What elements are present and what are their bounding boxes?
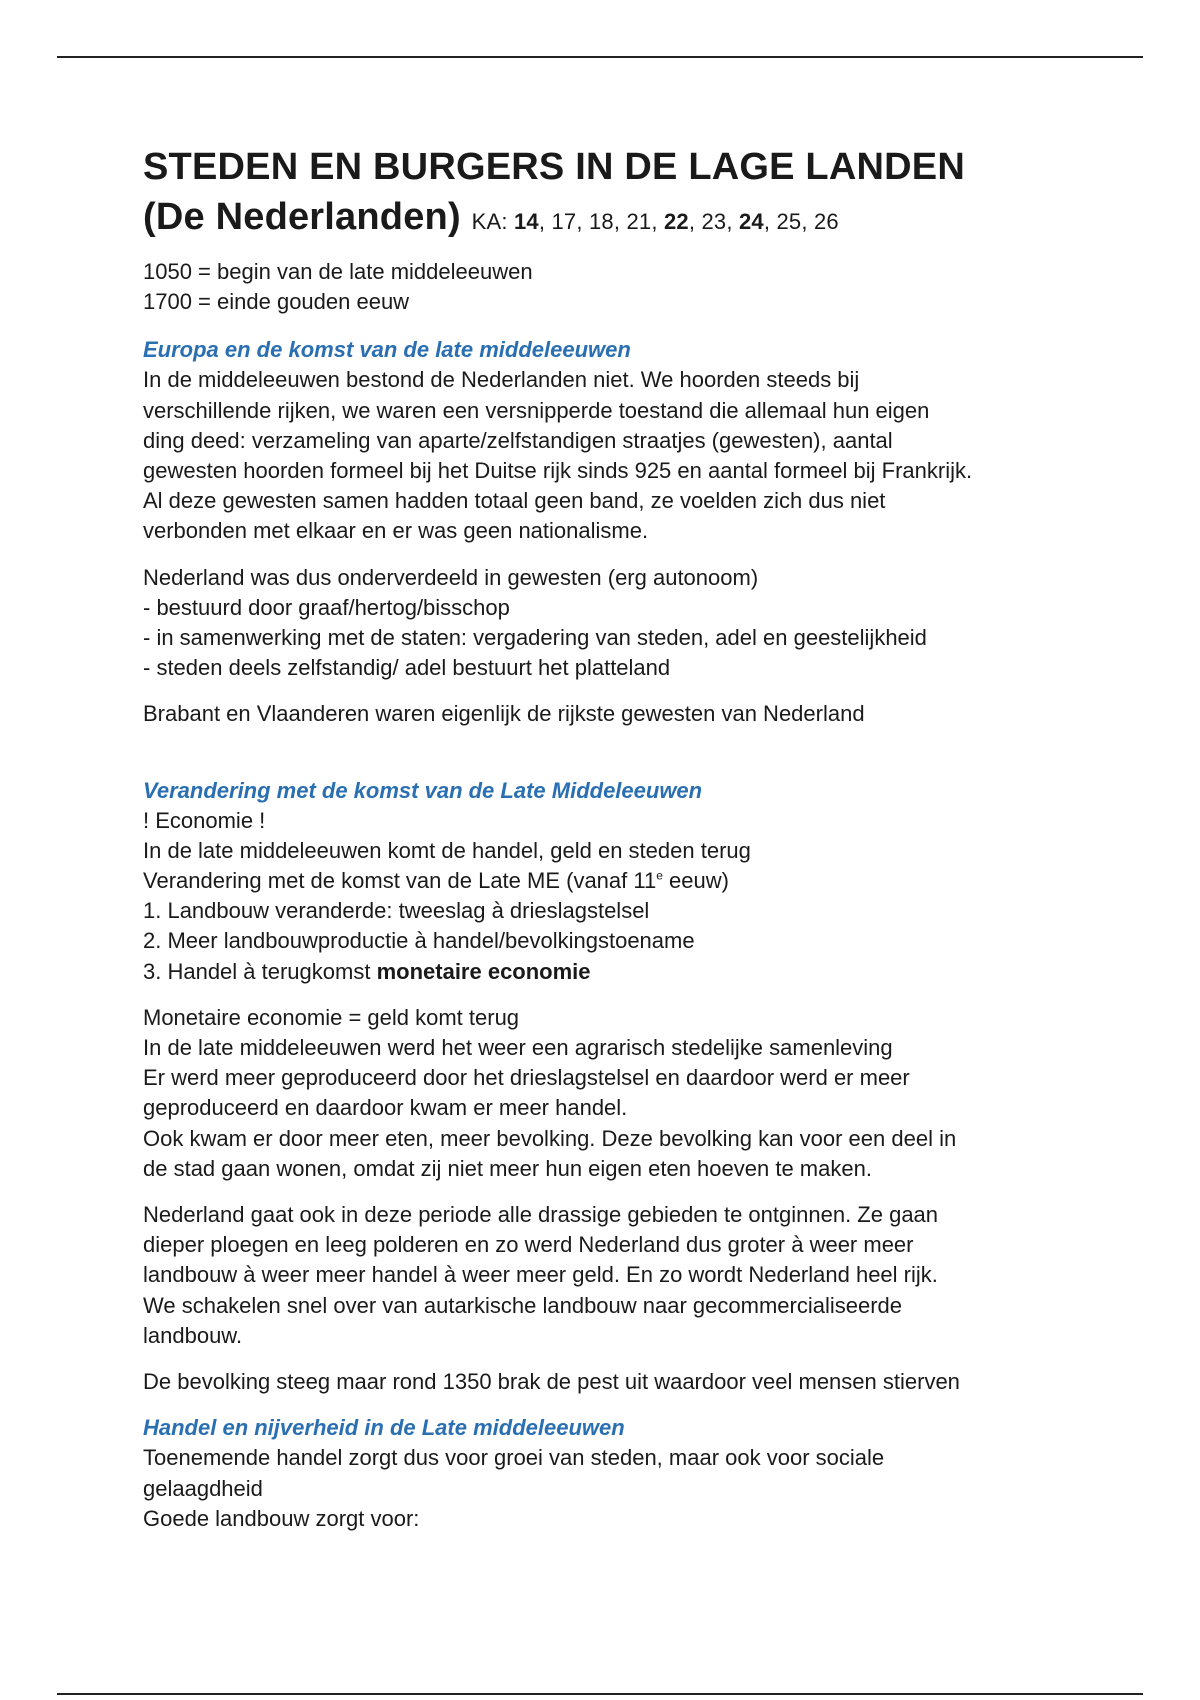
paragraph-line: In de late middeleeuwen werd het weer een agrarisch stedelijke samenleving [143,1035,893,1061]
paragraph-line: landbouw. [143,1322,243,1348]
bold-term: monetaire economie [376,958,591,984]
title-line-1: STEDEN EN BURGERS IN DE LAGE LANDEN [143,146,965,188]
ka-21: 21 [626,209,652,234]
superscript: e [656,868,663,883]
list-item: - bestuurd door graaf/hertog/bisschop [143,594,510,620]
paragraph-line: landbouw à weer meer handel à weer meer geld. En zo wordt Nederland heel rijk. [143,1262,938,1288]
list-item: 2. Meer landbouwproductie à handel/bevolkingstoename [143,928,695,954]
ka-26: 26 [813,209,839,234]
text-part: 3. Handel à terugkomst [143,958,377,984]
paragraph-line: dieper ploegen en leeg polderen en zo werd Nederland dus groter à weer meer [143,1232,914,1258]
intro-line: 1700 = einde gouden eeuw [143,289,410,315]
paragraph-line: ding deed: verzameling van aparte/zelfstandigen straatjes (gewesten), aantal [143,427,893,453]
ka-14: 14 [513,209,539,234]
list-item [143,957,1073,987]
paragraph-line: Al deze gewesten samen hadden totaal geen band, ze voelden zich dus niet [143,488,886,514]
document-title [143,142,1073,247]
ka-references: KA: 14, 17, 18, 21, 22, 23, 24, 25, 26 [471,209,839,234]
paragraph-line: verschillende rijken, we waren een versnipperde toestand die allemaal hun eigen [143,397,930,423]
title-line-2: (De Nederlanden) [143,196,461,238]
paragraph-line: Nederland gaat ook in deze periode alle drassige gebieden te ontginnen. Ze gaan [143,1202,939,1228]
ka-23: 23 [701,209,727,234]
top-rule [57,56,1143,58]
list-item: - in samenwerking met de staten: vergadering van steden, adel en geestelijkheid [143,625,927,651]
list-item: 1. Landbouw veranderde: tweeslag à drieslagstelsel [143,898,650,924]
paragraph-line: De bevolking steeg maar rond 1350 brak de pest uit waardoor veel mensen stierven [143,1369,960,1395]
paragraph-line: gelaagdheid [143,1475,263,1501]
paragraph-line: We schakelen snel over van autarkische landbouw naar gecommercialiseerde [143,1292,902,1318]
ka-17: 17 [551,209,577,234]
paragraph-line: de stad gaan wonen, omdat zij niet meer hun eigen eten hoeven te maken. [143,1155,872,1181]
paragraph-line: geproduceerd en daardoor kwam er meer handel. [143,1095,628,1121]
ka-24: 24 [738,209,764,234]
list-item: - steden deels zelfstandig/ adel bestuurt het platteland [143,655,671,681]
paragraph-line: verbonden met elkaar en er was geen nationalisme. [143,518,649,544]
paragraph-line: Ook kwam er door meer eten, meer bevolking. Deze bevolking kan voor een deel in [143,1125,957,1151]
intro-line: 1050 = begin van de late middeleeuwen [143,259,533,284]
text-part: eeuw) [662,868,729,894]
paragraph-line: Brabant en Vlaanderen waren eigenlijk de rijkste gewesten van Nederland [143,701,865,727]
section-heading-handel: Handel en nijverheid in de Late middeleeuwen [143,1415,625,1441]
paragraph-line: Goede landbouw zorgt voor: [143,1505,420,1531]
paragraph-line: ! Economie ! [143,807,266,833]
ka-18: 18 [588,209,614,234]
ka-label: KA: [471,209,514,234]
paragraph-line: Nederland was dus onderverdeeld in gewesten (erg autonoom) [143,564,759,590]
paragraph-line: Toenemende handel zorgt dus voor groei van steden, maar ook voor sociale [143,1445,885,1471]
bottom-rule [57,1693,1143,1695]
ka-22: 22 [663,209,689,234]
document-page [143,142,1073,1534]
paragraph-line: In de late middeleeuwen komt de handel, geld en steden terug [143,837,751,863]
paragraph-line: In de middeleeuwen bestond de Nederlanden niet. We hoorden steeds bij [143,367,860,393]
paragraph-line: gewesten hoorden formeel bij het Duitse rijk sinds 925 en aantal formeel bij Frankrijk. [143,458,973,484]
paragraph-line: Monetaire economie = geld komt terug [143,1004,520,1030]
paragraph-line [143,866,1073,896]
text-part: Verandering met de komst van de Late ME (vanaf 11 [143,868,657,894]
section-heading-verandering: Verandering met de komst van de Late Middeleeuwen [143,777,703,803]
ka-25: 25 [776,209,802,234]
section-heading-europa: Europa en de komst van de late middeleeuwen [143,337,631,363]
paragraph-line: Er werd meer geproduceerd door het drieslagstelsel en daardoor werd er meer [143,1065,910,1091]
